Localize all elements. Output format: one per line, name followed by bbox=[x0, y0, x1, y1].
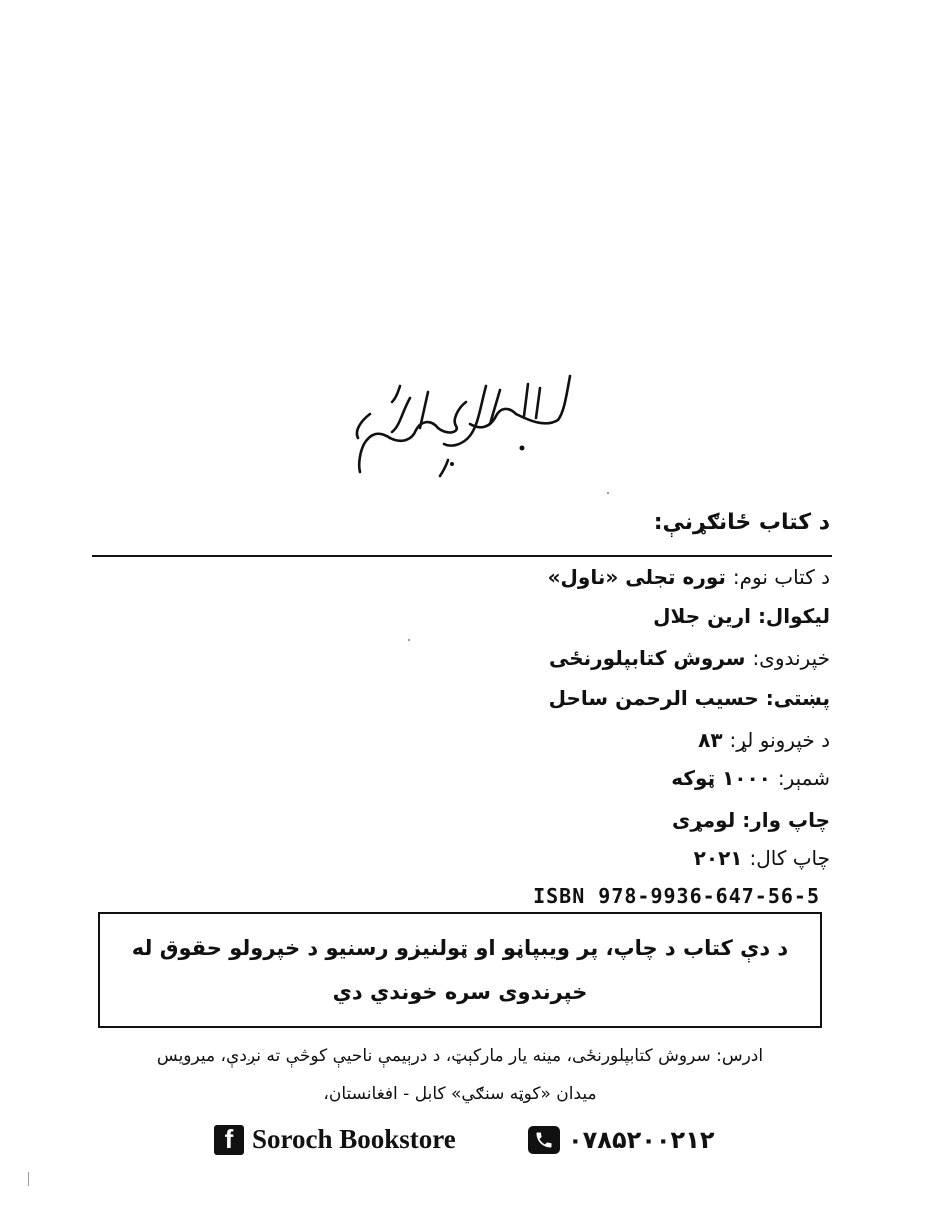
scan-speck bbox=[408, 639, 410, 641]
isbn-number: ISBN 978-9936-647-56-5 bbox=[533, 884, 820, 908]
heading-divider bbox=[92, 555, 832, 557]
facebook-page-name: Soroch Bookstore bbox=[252, 1124, 456, 1154]
detail-label: شمېر: bbox=[777, 766, 830, 790]
section-heading: د کتاب ځانګړنې: bbox=[653, 510, 830, 535]
phone-icon bbox=[528, 1126, 560, 1154]
address-line: ادرس: سروش کتابپلورنځی، مینه یار مارکېټ، د درېیمې ناحیې کوڅې ته نږدې، میرویس bbox=[156, 1046, 764, 1066]
detail-value: ۲۰۲۱ bbox=[693, 846, 743, 870]
facebook-icon: f bbox=[214, 1125, 244, 1155]
phone-contact bbox=[528, 1126, 714, 1154]
contact-row bbox=[210, 1118, 730, 1164]
detail-book-title bbox=[548, 565, 830, 589]
detail-print-run bbox=[671, 766, 830, 790]
detail-value: توره تجلی «ناول» bbox=[547, 565, 726, 589]
detail-edition bbox=[672, 808, 830, 832]
detail-label: خپرندوی: bbox=[752, 646, 830, 670]
facebook-contact bbox=[214, 1124, 456, 1155]
detail-value: ۸۳ bbox=[698, 728, 723, 752]
detail-value: سروش کتابپلورنځی bbox=[549, 646, 746, 670]
detail-label: چاپ وار: bbox=[742, 808, 830, 832]
detail-label: د خپرونو لړ: bbox=[729, 728, 830, 752]
detail-label: چاپ کال: bbox=[749, 846, 830, 870]
scan-speck bbox=[28, 1172, 29, 1186]
detail-value: ۱۰۰۰ ټوکه bbox=[671, 766, 771, 790]
scan-speck bbox=[607, 492, 609, 494]
phone-number: ۰۷۸۵۲۰۰۲۱۲ bbox=[568, 1126, 715, 1154]
copyright-notice-box bbox=[98, 912, 822, 1028]
bismillah-calligraphy bbox=[340, 368, 580, 478]
copyright-notice-line: خپرندوی سره خوندي دي bbox=[332, 980, 588, 1004]
detail-cover-designer bbox=[549, 686, 830, 710]
detail-label: پښتی: bbox=[765, 686, 830, 710]
detail-value: لومړی bbox=[672, 808, 736, 832]
address-line: میدان «کوټه سنګي» کابل - افغانستان، bbox=[323, 1084, 597, 1104]
detail-value: حسیب الرحمن ساحل bbox=[548, 686, 759, 710]
detail-author bbox=[653, 604, 830, 628]
detail-label: لیکوال: bbox=[757, 604, 830, 628]
detail-value: ارین جلال bbox=[653, 604, 751, 628]
detail-publisher bbox=[549, 646, 830, 670]
detail-series-number bbox=[698, 728, 830, 752]
detail-label: د کتاب نوم: bbox=[732, 565, 830, 589]
detail-print-year bbox=[694, 846, 830, 870]
copyright-notice-line: د دې کتاب د چاپ، پر ویبپاڼو او ټولنیزو رسنیو د خپرولو حقوق له bbox=[131, 936, 789, 960]
